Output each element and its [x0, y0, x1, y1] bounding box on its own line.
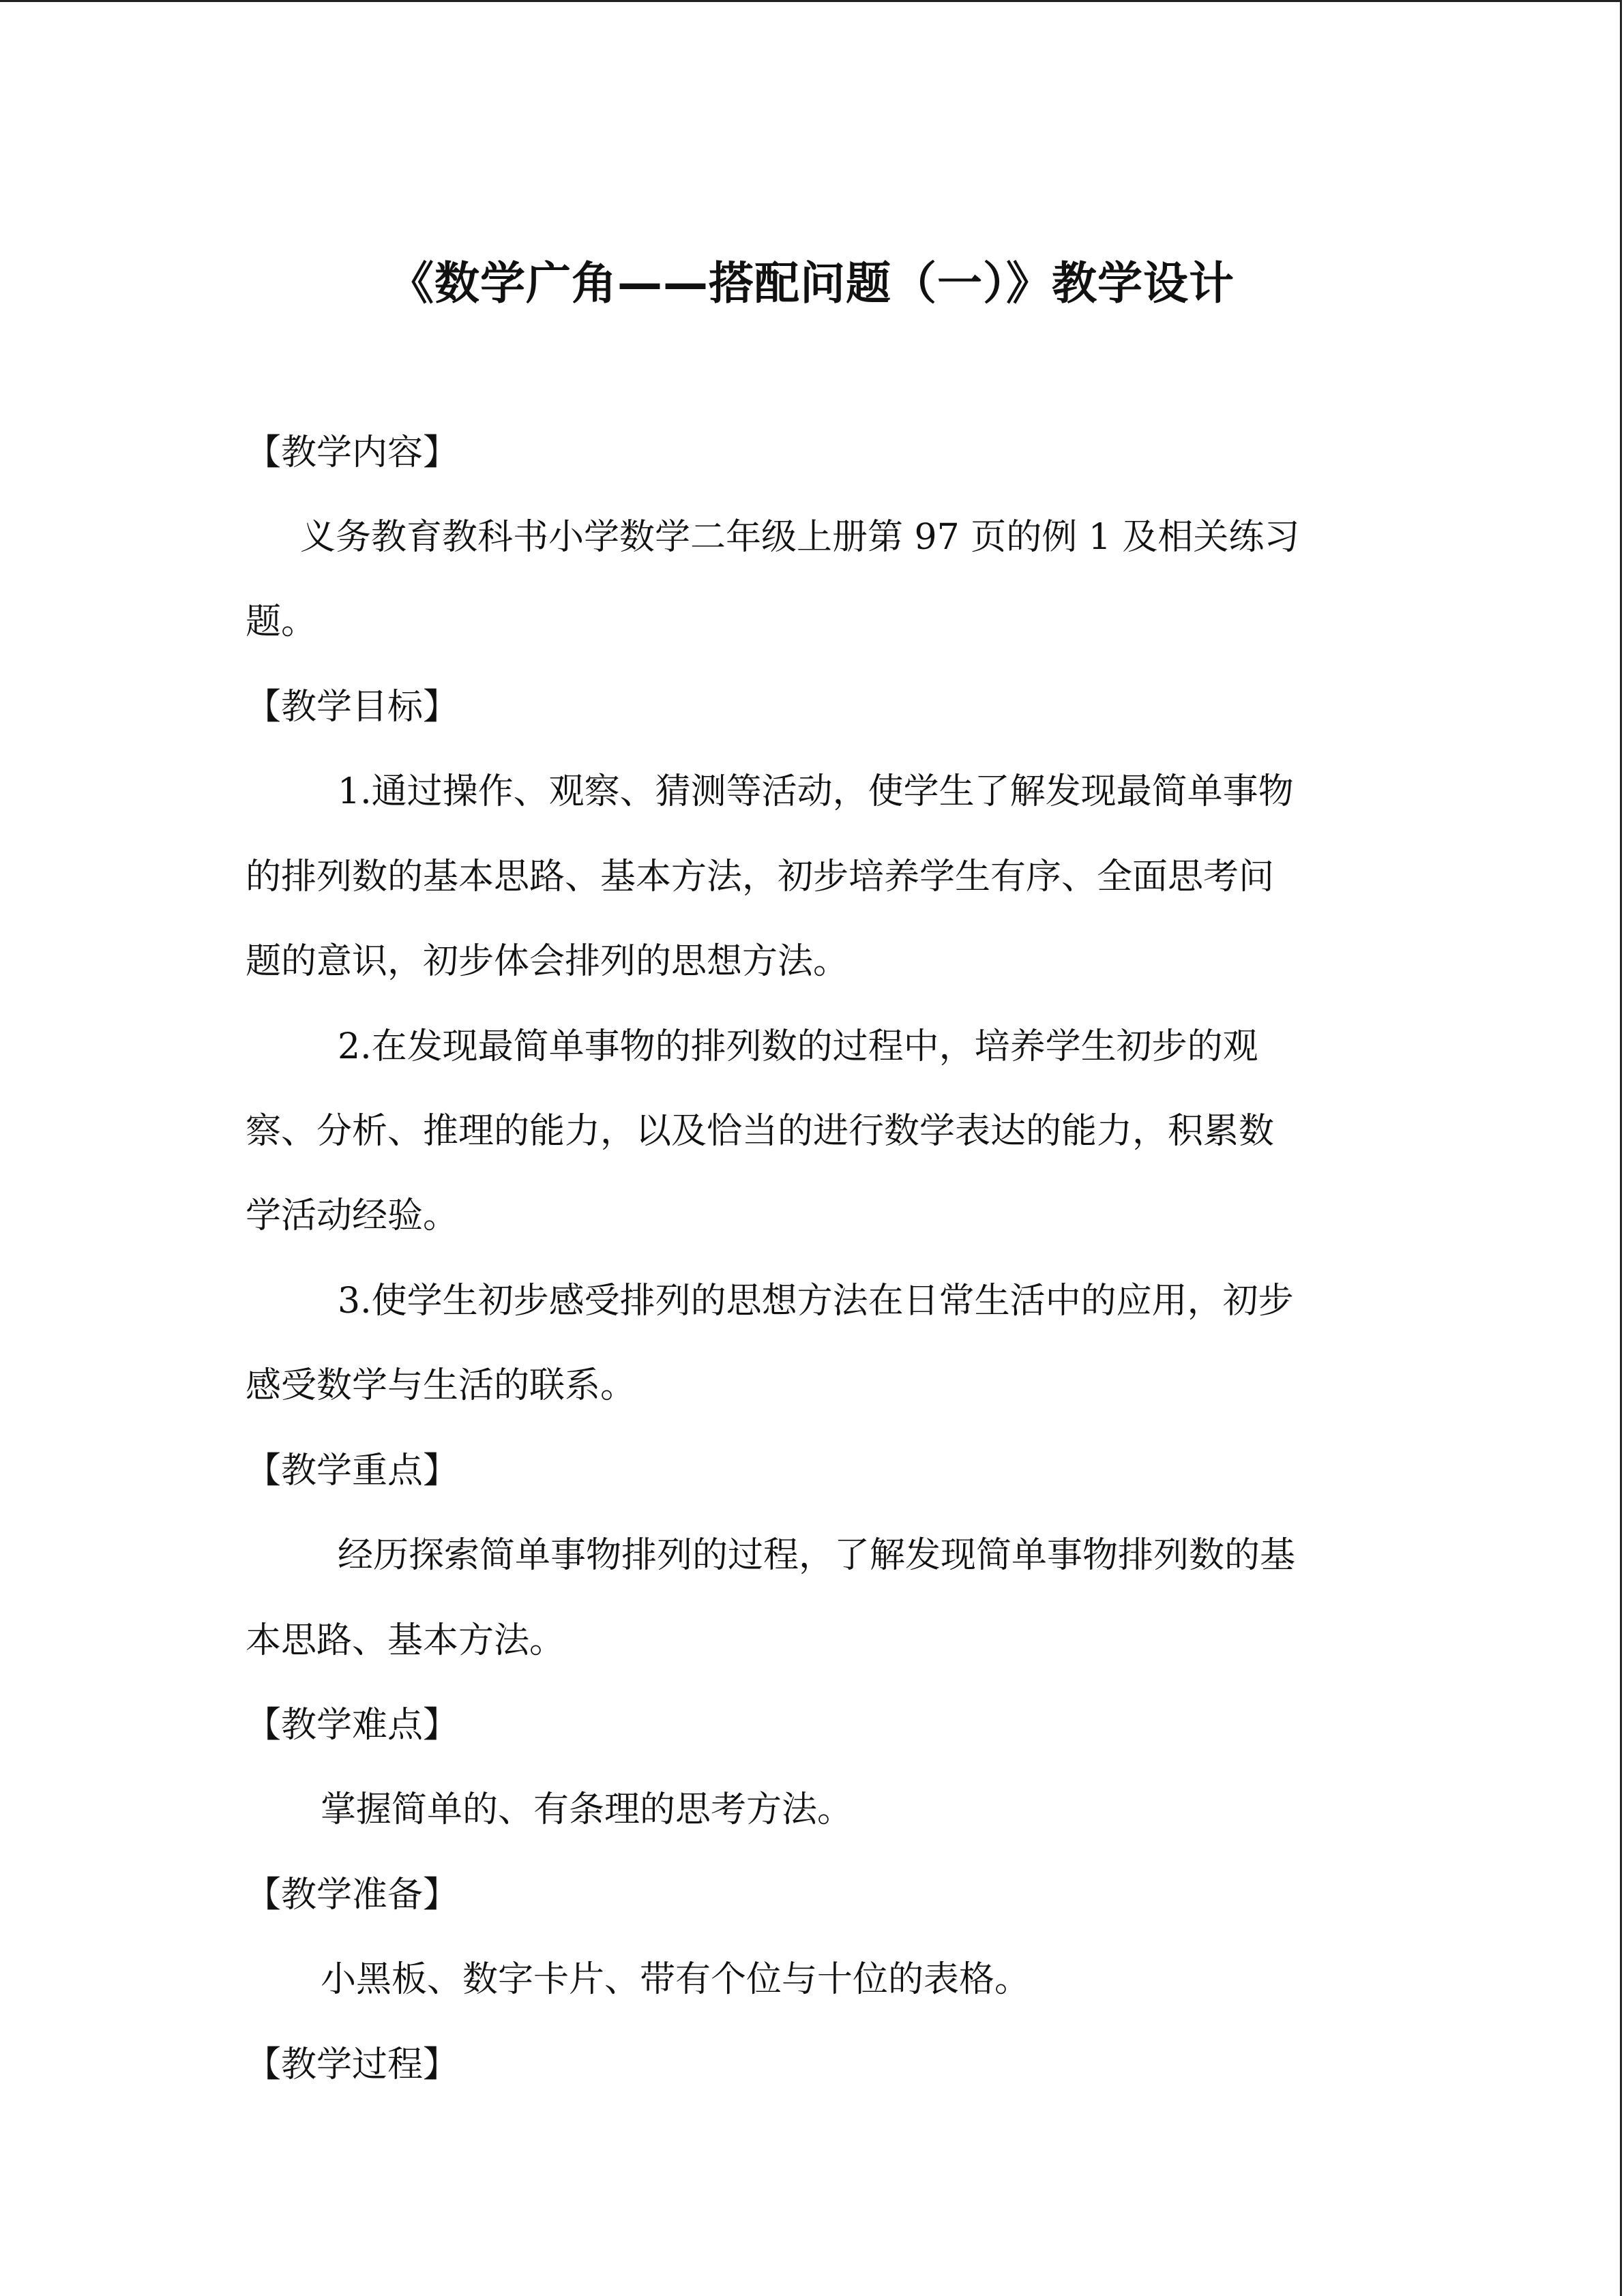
- key-point-line: 经历探索简单事物排列的过程，了解发现简单事物排列数的基: [338, 1535, 1296, 1576]
- section-heading-content: 【教学内容】: [246, 432, 459, 473]
- objective-line: 题的意识，初步体会排列的思想方法。: [246, 941, 849, 982]
- section-heading-difficulties: 【教学难点】: [246, 1705, 459, 1746]
- objective-line: 的排列数的基本思路、基本方法，初步培养学生有序、全面思考问: [246, 856, 1275, 897]
- document-title: 《数学广角——搭配问题（一）》教学设计: [389, 257, 1235, 310]
- objective-line: 3.使学生初步感受排列的思想方法在日常生活中的应用，初步: [338, 1281, 1294, 1322]
- objective-line: 1.通过操作、观察、猜测等活动，使学生了解发现最简单事物: [338, 771, 1294, 812]
- objective-line: 察、分析、推理的能力，以及恰当的进行数学表达的能力，积累数: [246, 1111, 1275, 1152]
- preparation-line: 小黑板、数字卡片、带有个位与十位的表格。: [321, 1959, 1031, 2000]
- content-line: 题。: [246, 601, 317, 642]
- objective-line: 学活动经验。: [246, 1195, 459, 1236]
- difficulty-line: 掌握简单的、有条理的思考方法。: [321, 1789, 853, 1830]
- section-heading-key-points: 【教学重点】: [246, 1450, 459, 1491]
- objective-line: 2.在发现最简单事物的排列数的过程中，培养学生初步的观: [338, 1026, 1258, 1067]
- section-heading-preparation: 【教学准备】: [246, 1875, 459, 1915]
- content-line: 义务教育教科书小学数学二年级上册第 97 页的例 1 及相关练习: [300, 517, 1300, 558]
- key-point-line: 本思路、基本方法。: [246, 1620, 565, 1661]
- section-heading-objectives: 【教学目标】: [246, 687, 459, 728]
- section-heading-process: 【教学过程】: [246, 2044, 459, 2085]
- objective-line: 感受数学与生活的联系。: [246, 1365, 636, 1406]
